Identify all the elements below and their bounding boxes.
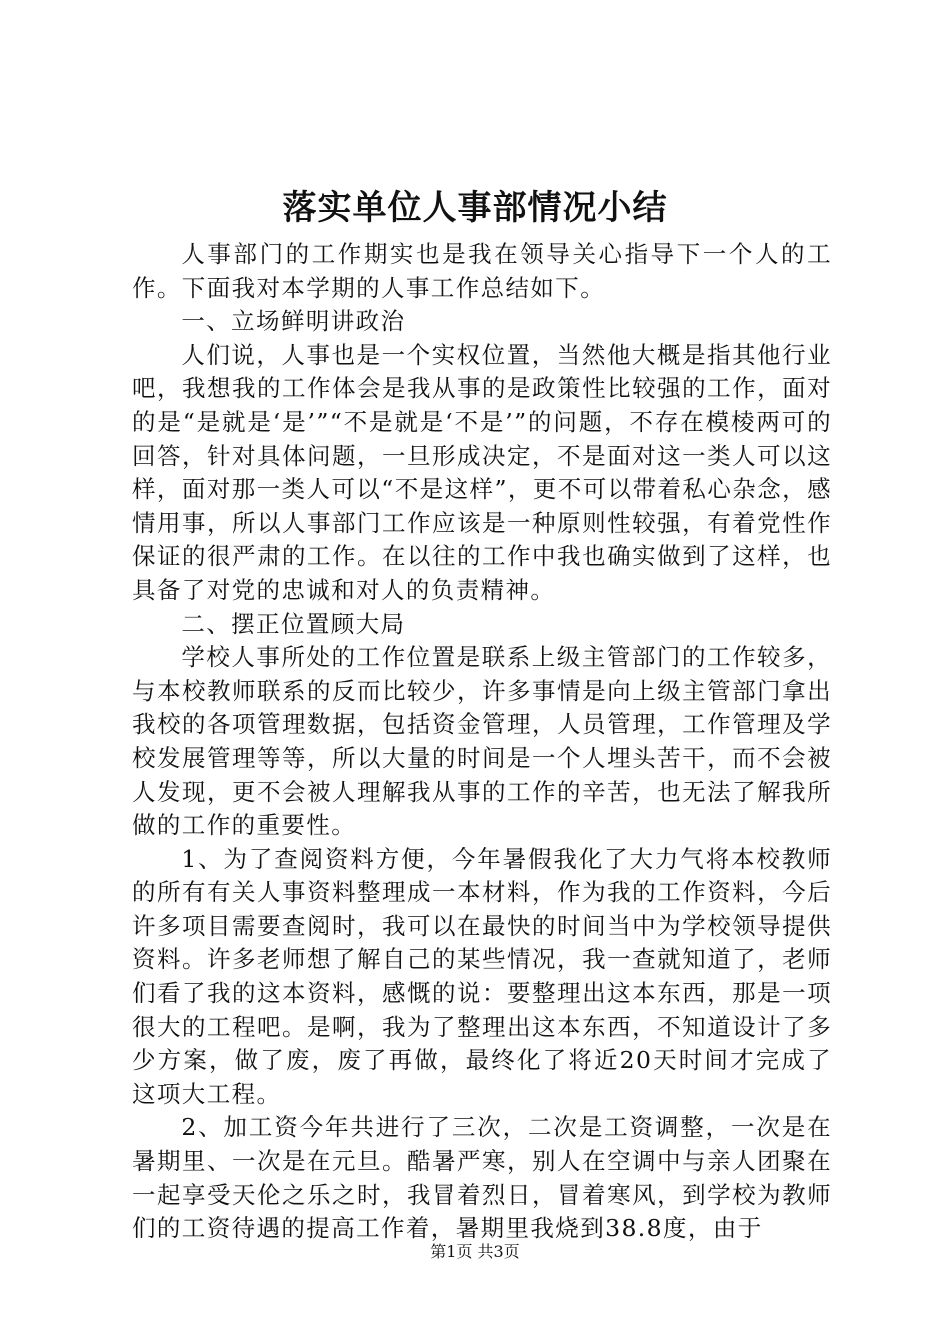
paragraph-section-2: 学校人事所处的工作位置是联系上级主管部门的工作较多，与本校教师联系的反而比较少，许多事情是向上级主管部门拿出我校的各项管理数据，包括资金管理，人员管理，工作管理及学校发展管理等等，所以大量的时间是一个人埋头苦干，而不会被人发现，更不会被人理解我从事的工作的辛苦，也无法了解我所做的工作的重要性。 bbox=[132, 643, 832, 840]
section-heading-1: 一、立场鲜明讲政治 bbox=[181, 307, 406, 336]
paragraph-section-1: 人们说，人事也是一个实权位置，当然他大概是指其他行业吧，我想我的工作体会是我从事的是政策性比较强的工作，面对的是“是就是‘是’”“不是就是‘不是’”的问题，不存在模棱两可的回答，针对具体问题，一旦形成决定，不是面对这一类人可以这样，面对那一类人可以“不是这样”，更不可以带着私心杂念，感情用事，所以人事部门工作应该是一种原则性较强，有着党性作保证的很严肃的工作。在以往的工作中我也确实做到了这样，也具备了对党的忠诚和对人的负责精神。 bbox=[132, 340, 832, 604]
section-heading-2: 二、摆正位置顾大局 bbox=[181, 609, 406, 638]
page-footer: 第1页 共3页 bbox=[430, 1242, 520, 1261]
paragraph-item-1: 1、为了查阅资料方便，今年暑假我化了大力气将本校教师的所有有关人事资料整理成一本材料，作为我的工作资料，今后许多项目需要查阅时，我可以在最快的时间当中为学校领导提供资料。许多老师想了解自己的某些情况，我一查就知道了，老师们看了我的这本资料，感慨的说：要整理出这本东西，那是一项很大的工程吧。是啊，我为了整理出这本东西，不知道设计了多少方案，做了废，废了再做，最终化了将近20天时间才完成了这项大工程。 bbox=[132, 844, 832, 1108]
paragraph-intro: 人事部门的工作期实也是我在领导关心指导下一个人的工作。下面我对本学期的人事工作总结如下。 bbox=[132, 240, 832, 302]
document-body bbox=[132, 238, 832, 1246]
paragraph-item-2: 2、加工资今年共进行了三次，二次是工资调整，一次是在暑期里、一次是在元旦。酷暑严寒，别人在空调中与亲人团聚在一起享受天伦之乐之时，我冒着烈日，冒着寒风，到学校为教师们的工资待遇的提高工作着，暑期里我烧到38.8度，由于 bbox=[132, 1113, 832, 1243]
document-title: 落实单位人事部情况小结 bbox=[282, 188, 668, 228]
